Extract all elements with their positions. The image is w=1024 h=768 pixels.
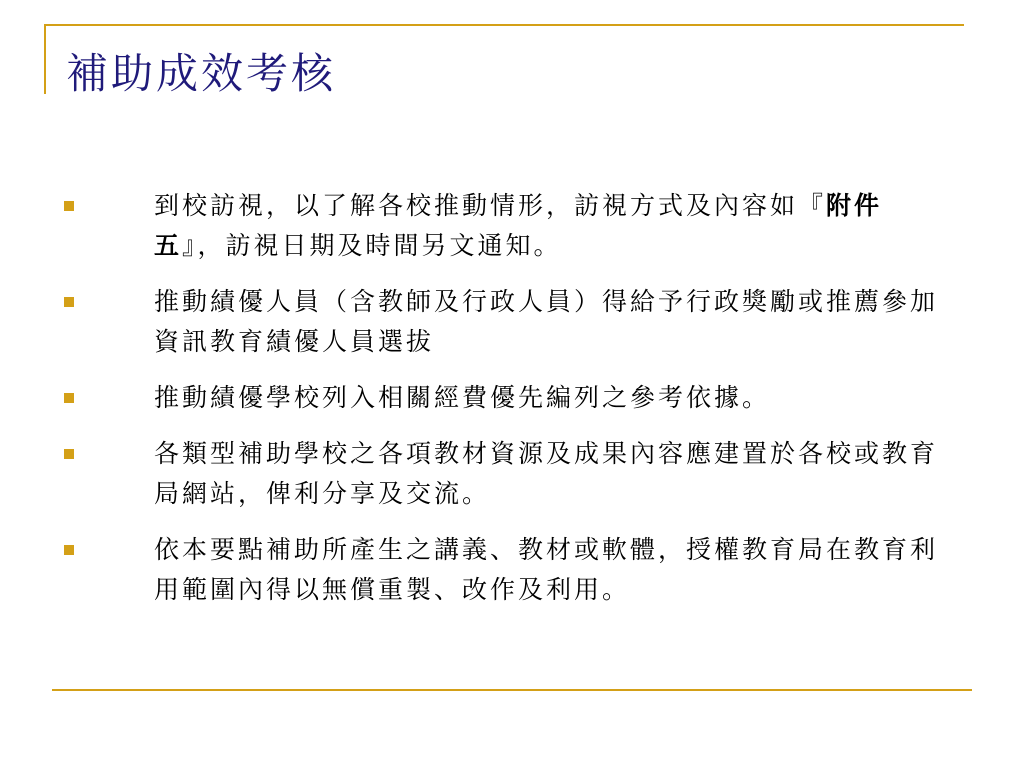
title-top-rule [44,24,964,26]
bullet-list [64,186,944,626]
bullet-text-1-bold: 附件五 [154,191,883,260]
square-bullet-icon [64,201,74,211]
bullet-text-1-pre: 到校訪視，以了解各校推動情形，訪視方式及內容如『 [154,191,827,220]
bullet-text-3: 推動績優學校列入相關經費優先編列之參考依據。 [154,383,771,412]
slide-title: 補助成效考核 [66,49,337,98]
square-bullet-icon [64,393,74,403]
bullet-text-2: 推動績優人員（含教師及行政人員）得給予行政獎勵或推薦參加資訊教育績優人員選拔 [154,287,939,356]
bullet-item-1 [64,186,944,266]
bullet-item-3 [64,378,944,418]
bullet-item-2 [64,282,944,362]
square-bullet-icon [64,545,74,555]
bullet-text-1-post: 』，訪視日期及時間另文通知。 [182,231,562,260]
bullet-item-4 [64,434,944,514]
bullet-text-4: 各類型補助學校之各項教材資源及成果內容應建置於各校或教育局網站，俾利分享及交流。 [154,439,939,508]
square-bullet-icon [64,297,74,307]
square-bullet-icon [64,449,74,459]
bullet-item-5 [64,530,944,610]
title-left-rule [44,24,46,94]
bottom-rule [52,689,972,691]
bullet-text-5: 依本要點補助所產生之講義、教材或軟體，授權教育局在教育利用範圍內得以無償重製、改作及利用。 [154,535,939,604]
